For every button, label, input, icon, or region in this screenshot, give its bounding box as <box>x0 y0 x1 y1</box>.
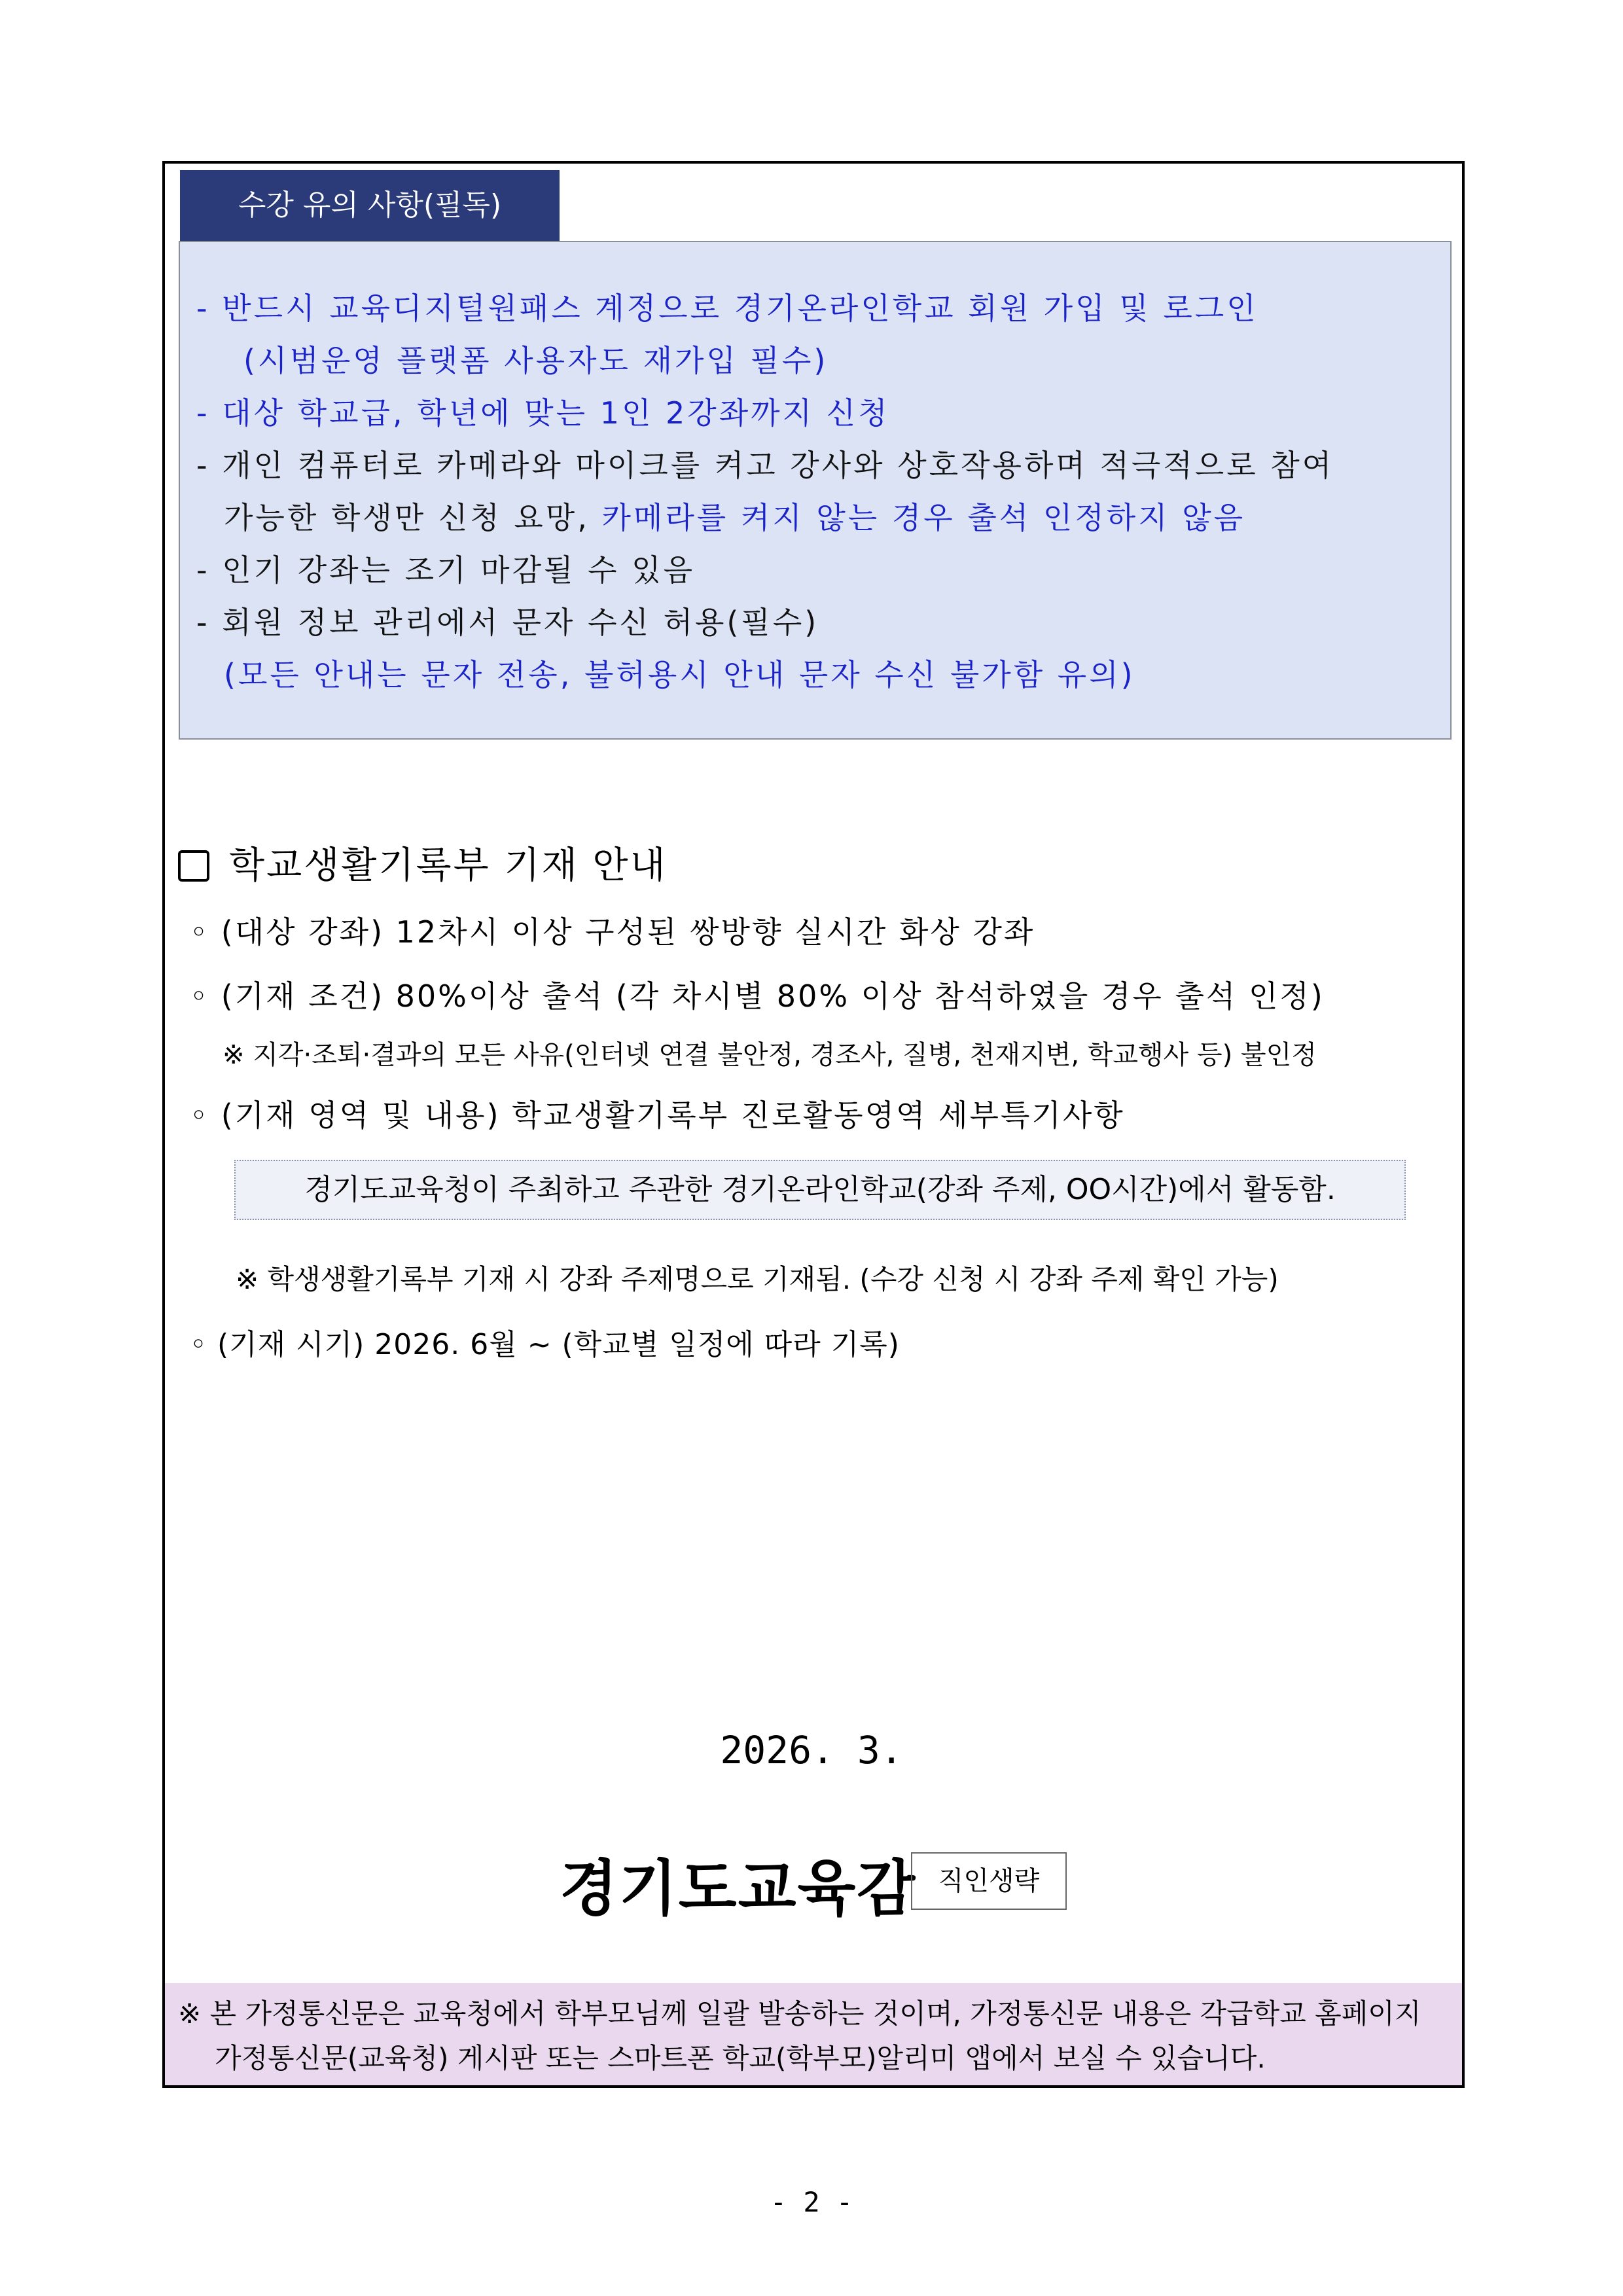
record-heading-text: 학교생활기록부 기재 안내 <box>229 844 668 887</box>
record-bullet-period: ◦ (기재 시기) 2026. 6월 ~ (학교별 일정에 따라 기록) <box>190 1328 900 1361</box>
notice-line-4: - 개인 컴퓨터로 카메라와 마이크를 켜고 강사와 상호작용하며 적극적으로 참여 <box>196 448 1334 483</box>
record-bullet-area: ◦ (기재 영역 및 내용) 학교생활기록부 진로활동영역 세부특기사항 <box>190 1098 1125 1133</box>
record-bullet-target: ◦ (대상 강좌) 12차시 이상 구성된 쌍방향 실시간 화상 강좌 <box>190 914 1035 950</box>
notice-line-5 <box>224 494 1245 537</box>
notice-line-5-plain: 가능한 학생만 신청 요망, <box>224 500 602 535</box>
footer-line-2: 가정통신문(교육청) 게시판 또는 스마트폰 학교(학부모)알리미 앱에서 보실 수 있습니다. <box>215 2042 1266 2074</box>
record-section-heading <box>178 836 668 889</box>
notice-line-7: - 회원 정보 관리에서 문자 수신 허용(필수) <box>196 605 819 640</box>
notice-line-6: - 인기 강좌는 조기 마감될 수 있음 <box>196 552 695 588</box>
document-date: 2026. 3. <box>720 1728 903 1772</box>
official-seal-omitted: 직인생략 <box>911 1852 1067 1910</box>
record-area-note: ※ 학생생활기록부 기재 시 강좌 주제명으로 기재됨. (수강 신청 시 강좌 주제 확인 가능) <box>236 1263 1279 1295</box>
record-bullet-condition: ◦ (기재 조건) 80%이상 출석 (각 차시별 80% 이상 참석하였을 경우 출석 인정) <box>190 978 1325 1014</box>
notice-line-1: - 반드시 교육디지털원패스 계정으로 경기온라인학교 회원 가입 및 로그인 <box>196 291 1258 326</box>
notice-line-3: - 대상 학교급, 학년에 맞는 1인 2강좌까지 신청 <box>196 395 890 431</box>
record-condition-note: ※ 지각·조퇴·결과의 모든 사유(인터넷 연결 불안정, 경조사, 질병, 천재지변, 학교행사 등) 불인정 <box>223 1040 1317 1070</box>
footer-line-1: ※ 본 가정통신문은 교육청에서 학부모님께 일괄 발송하는 것이며, 가정통신문 내용은 각급학교 홈페이지 <box>178 1998 1421 2030</box>
checkbox-icon <box>178 850 209 882</box>
notice-line-5-emphasis: 카메라를 켜지 않는 경우 출석 인정하지 않음 <box>601 500 1246 535</box>
page-number: - 2 - <box>770 2186 853 2218</box>
notice-line-2: (시범운영 플랫폼 사용자도 재가입 필수) <box>243 343 829 378</box>
notice-tab: 수강 유의 사항(필독) <box>180 170 560 241</box>
signature-name: 경기도교육감 <box>560 1854 917 1924</box>
record-example-box: 경기도교육청이 주최하고 주관한 경기온라인학교(강좌 주제, OO시간)에서 활동함. <box>234 1160 1406 1220</box>
notice-line-8: (모든 안내는 문자 전송, 불허용시 안내 문자 수신 불가함 유의) <box>224 657 1135 692</box>
